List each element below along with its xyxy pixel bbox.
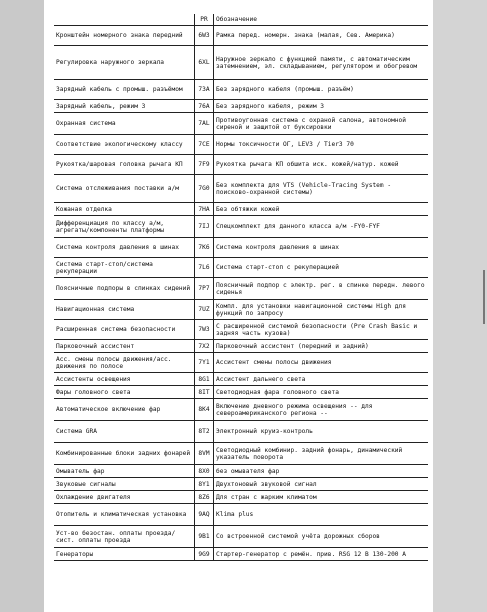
option-code-cell: 8VM — [195, 443, 214, 465]
option-name-cell: Рукоятка/шаровая головка рычага КП — [54, 155, 195, 175]
table-header-row — [54, 14, 428, 26]
table-row — [54, 504, 428, 526]
option-code-cell: 6W3 — [195, 26, 214, 46]
option-desc-cell: Нормы токсичности ОГ, LEV3 / Tier3 70 — [214, 135, 429, 155]
table-row — [54, 26, 428, 46]
option-code-cell: 7X2 — [195, 340, 214, 353]
table-row — [54, 155, 428, 175]
option-desc-cell: Без обтяжки кожей — [214, 203, 429, 216]
option-code-cell: 7L6 — [195, 258, 214, 278]
option-code-cell: 7G0 — [195, 175, 214, 203]
table-row — [54, 399, 428, 421]
option-code-cell: 7F9 — [195, 155, 214, 175]
option-code-cell: 7CE — [195, 135, 214, 155]
option-desc-cell: Спецкомплект для данного класса а/м -FY0-FYF — [214, 216, 429, 238]
table-row — [54, 135, 428, 155]
table-row — [54, 175, 428, 203]
option-desc-cell: Стартер-генератор с ремён. прив. RSG 12 В 130-200 А — [214, 548, 429, 561]
table-row — [54, 340, 428, 353]
header-name-cell — [54, 14, 195, 26]
table-row — [54, 80, 428, 100]
option-name-cell: Поясничные подпоры в спинках сидений — [54, 278, 195, 300]
option-desc-cell: Со встроенной системой учёта дорожных сборов — [214, 526, 429, 548]
option-desc-cell: Klima plus — [214, 504, 429, 526]
option-code-cell: 7UZ — [195, 300, 214, 320]
table-row — [54, 465, 428, 478]
table-row — [54, 238, 428, 258]
option-name-cell: Ассистенты освещения — [54, 373, 195, 386]
option-code-cell: 8Y1 — [195, 478, 214, 491]
table-row — [54, 353, 428, 373]
option-desc-cell: Двухтоновый звуковой сигнал — [214, 478, 429, 491]
option-desc-cell: Без зарядного кабеля, режим 3 — [214, 100, 429, 113]
table-row — [54, 526, 428, 548]
table-row — [54, 491, 428, 504]
option-name-cell: Система контроля давления в шинах — [54, 238, 195, 258]
option-name-cell: Уст-во безостан. оплаты проезда/сист. оплаты проезда — [54, 526, 195, 548]
option-desc-cell: Поясничный подпор с электр. рег. в спинке передн. левого сиденья — [214, 278, 429, 300]
option-desc-cell: Включение дневного режима освещения -- для североамериканского региона -- — [214, 399, 429, 421]
option-name-cell: Навигационная система — [54, 300, 195, 320]
option-code-cell: 7P7 — [195, 278, 214, 300]
option-code-cell: 6XL — [195, 46, 214, 80]
option-desc-cell: Система старт-стоп с рекуперацией — [214, 258, 429, 278]
option-code-cell: 9B1 — [195, 526, 214, 548]
option-desc-cell: Электронный круиз-контроль — [214, 421, 429, 443]
option-name-cell: Система GRA — [54, 421, 195, 443]
option-desc-cell: Без зарядного кабеля (промыш. разъём) — [214, 80, 429, 100]
option-name-cell: Генераторы — [54, 548, 195, 561]
option-code-cell: 8IT — [195, 386, 214, 399]
option-desc-cell: Компл. для установки навигационной системы High для функций по запросу — [214, 300, 429, 320]
document-page — [44, 0, 433, 612]
option-code-cell: 8Z6 — [195, 491, 214, 504]
table-row — [54, 373, 428, 386]
option-code-cell: 8X0 — [195, 465, 214, 478]
option-name-cell: Отопитель и климатическая установка — [54, 504, 195, 526]
option-name-cell: Автоматическое включение фар — [54, 399, 195, 421]
table-row — [54, 320, 428, 340]
table-row — [54, 278, 428, 300]
table-row — [54, 100, 428, 113]
option-code-cell: 9AQ — [195, 504, 214, 526]
option-code-cell: 7HA — [195, 203, 214, 216]
option-desc-cell: Система контроля давления в шинах — [214, 238, 429, 258]
table-row — [54, 46, 428, 80]
table-row — [54, 258, 428, 278]
scrollbar-track[interactable] — [433, 0, 487, 612]
option-name-cell: Зарядный кабель, режим 3 — [54, 100, 195, 113]
option-code-cell: 7K6 — [195, 238, 214, 258]
option-name-cell: Система старт-стоп/система рекуперации — [54, 258, 195, 278]
table-row — [54, 548, 428, 561]
option-desc-cell: без омывателя фар — [214, 465, 429, 478]
option-desc-cell: Светодиодная фара головного света — [214, 386, 429, 399]
table-row — [54, 421, 428, 443]
option-name-cell: Парковочный ассистент — [54, 340, 195, 353]
option-desc-cell: Рукоятка рычага КП обшита иск. кожей/натур. кожей — [214, 155, 429, 175]
option-desc-cell: Светодиодный комбинир. задний фонарь, динамический указатель поворота — [214, 443, 429, 465]
option-name-cell: Фары головного света — [54, 386, 195, 399]
option-name-cell: Комбинированные блоки задних фонарей — [54, 443, 195, 465]
table-row — [54, 113, 428, 135]
option-name-cell: Регулировка наружного зеркала — [54, 46, 195, 80]
option-code-cell: 9G9 — [195, 548, 214, 561]
option-desc-cell: С расширенной системой безопасности (Pre Crash Basic и задняя часть кузова) — [214, 320, 429, 340]
option-code-cell: 7IJ — [195, 216, 214, 238]
option-name-cell: Дифференциация по классу а/м, агрегаты/компоненты платформы — [54, 216, 195, 238]
option-desc-cell: Для стран с жарким климатом — [214, 491, 429, 504]
option-code-cell: 7W3 — [195, 320, 214, 340]
header-code-cell: PR — [195, 14, 214, 26]
option-code-cell: 8K4 — [195, 399, 214, 421]
option-name-cell: Звуковые сигналы — [54, 478, 195, 491]
table-row — [54, 386, 428, 399]
option-desc-cell: Парковочный ассистент (передний и задний) — [214, 340, 429, 353]
option-name-cell: Омыватель фар — [54, 465, 195, 478]
option-desc-cell: Рамка перед. номерн. знака (малая, Сев. Америка) — [214, 26, 429, 46]
option-name-cell: Расширенная система безопасности — [54, 320, 195, 340]
option-desc-cell: Ассистент смены полосы движения — [214, 353, 429, 373]
option-code-cell: 8T2 — [195, 421, 214, 443]
option-desc-cell: Без комплекта для VTS (Vehicle-Tracing System - поисково-охранной системы) — [214, 175, 429, 203]
option-name-cell: Кожаная отделка — [54, 203, 195, 216]
option-name-cell: Система отслеживания поставки а/м — [54, 175, 195, 203]
option-name-cell: Охлаждение двигателя — [54, 491, 195, 504]
option-name-cell: Соответствие экологическому классу — [54, 135, 195, 155]
table-row — [54, 203, 428, 216]
option-name-cell: Охранная система — [54, 113, 195, 135]
table-row — [54, 216, 428, 238]
option-code-cell: 76A — [195, 100, 214, 113]
option-name-cell: Кронштейн номерного знака передний — [54, 26, 195, 46]
equipment-options-table — [54, 14, 428, 561]
option-code-cell: 8G1 — [195, 373, 214, 386]
option-code-cell: 7Y1 — [195, 353, 214, 373]
option-code-cell: 73A — [195, 80, 214, 100]
header-desc-cell: Обозначение — [214, 14, 429, 26]
scrollbar-thumb[interactable] — [483, 270, 485, 324]
option-desc-cell: Ассистент дальнего света — [214, 373, 429, 386]
option-name-cell: Зарядный кабель с промыш. разъёмом — [54, 80, 195, 100]
option-desc-cell: Противоугонная система с охраной салона, автономной сиреной и защитой от буксировки — [214, 113, 429, 135]
option-desc-cell: Наружное зеркало с функцией памяти, с автоматическим затемнением, эл. складыванием, регулятором и обогревом — [214, 46, 429, 80]
table-row — [54, 300, 428, 320]
option-name-cell: Асс. смены полосы движения/асс. движения по полосе — [54, 353, 195, 373]
table-row — [54, 443, 428, 465]
option-code-cell: 7AL — [195, 113, 214, 135]
table-row — [54, 478, 428, 491]
